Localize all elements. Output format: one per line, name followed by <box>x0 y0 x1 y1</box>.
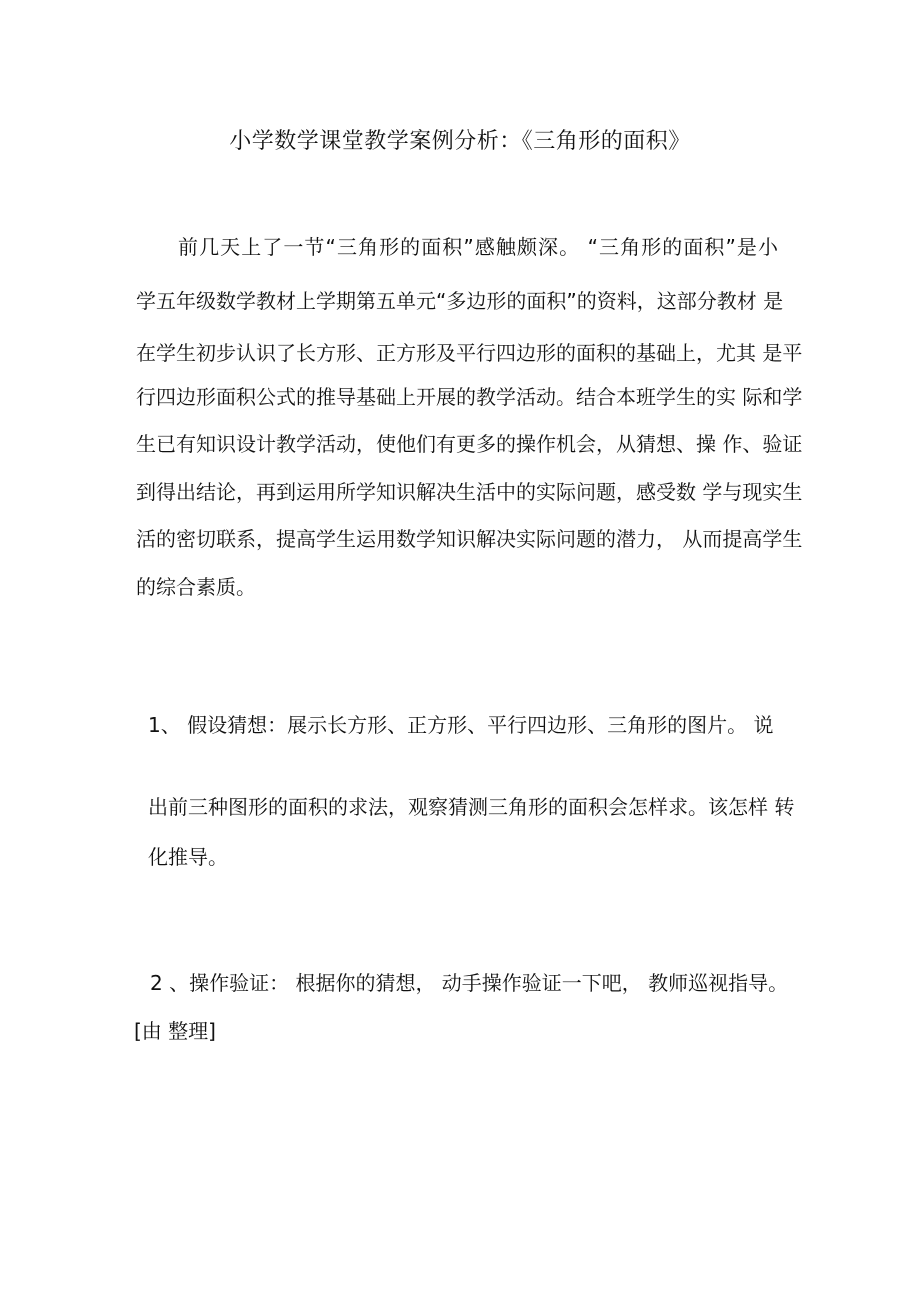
document-title: 小学数学课堂教学案例分析：《三角形的面积》 <box>229 129 691 154</box>
step2-line-1: 2 、操作验证： 根据你的猜想， 动手操作验证一下吧， 教师巡视指导。 <box>150 971 789 995</box>
step2-source-note: [由 整理] <box>134 1019 216 1043</box>
step1-line-1: 1、 假设猜想：展示长方形、正方形、平行四边形、三角形的图片。 说 <box>148 713 774 737</box>
step1-line-2: 出前三种图形的面积的求法，观察猜测三角形的面积会怎样求。该怎样 转 <box>148 795 795 819</box>
intro-line-8: 的综合素质。 <box>136 575 256 599</box>
intro-line-7: 活的密切联系，提高学生运用数学知识解决实际问题的潜力， 从而提高学生 <box>136 527 803 551</box>
step1-line-3: 化推导。 <box>148 845 228 869</box>
intro-line-5: 生已有知识设计教学活动，使他们有更多的操作机会，从猜想、操 作、验证 <box>136 432 803 456</box>
intro-line-1: 前几天上了一节“三角形的面积”感触颇深。 “三角形的面积”是小 <box>178 235 778 259</box>
intro-line-6: 到得出结论，再到运用所学知识解决生活中的实际问题，感受数 学与现实生 <box>136 480 803 504</box>
intro-line-3: 在学生初步认识了长方形、正方形及平行四边形的面积的基础上，尤其 是平 <box>136 341 803 365</box>
intro-line-2: 学五年级数学教材上学期第五单元“多边形的面积”的资料，这部分教材 是 <box>136 289 784 313</box>
intro-line-4: 行四边形面积公式的推导基础上开展的教学活动。结合本班学生的实 际和学 <box>136 385 803 409</box>
